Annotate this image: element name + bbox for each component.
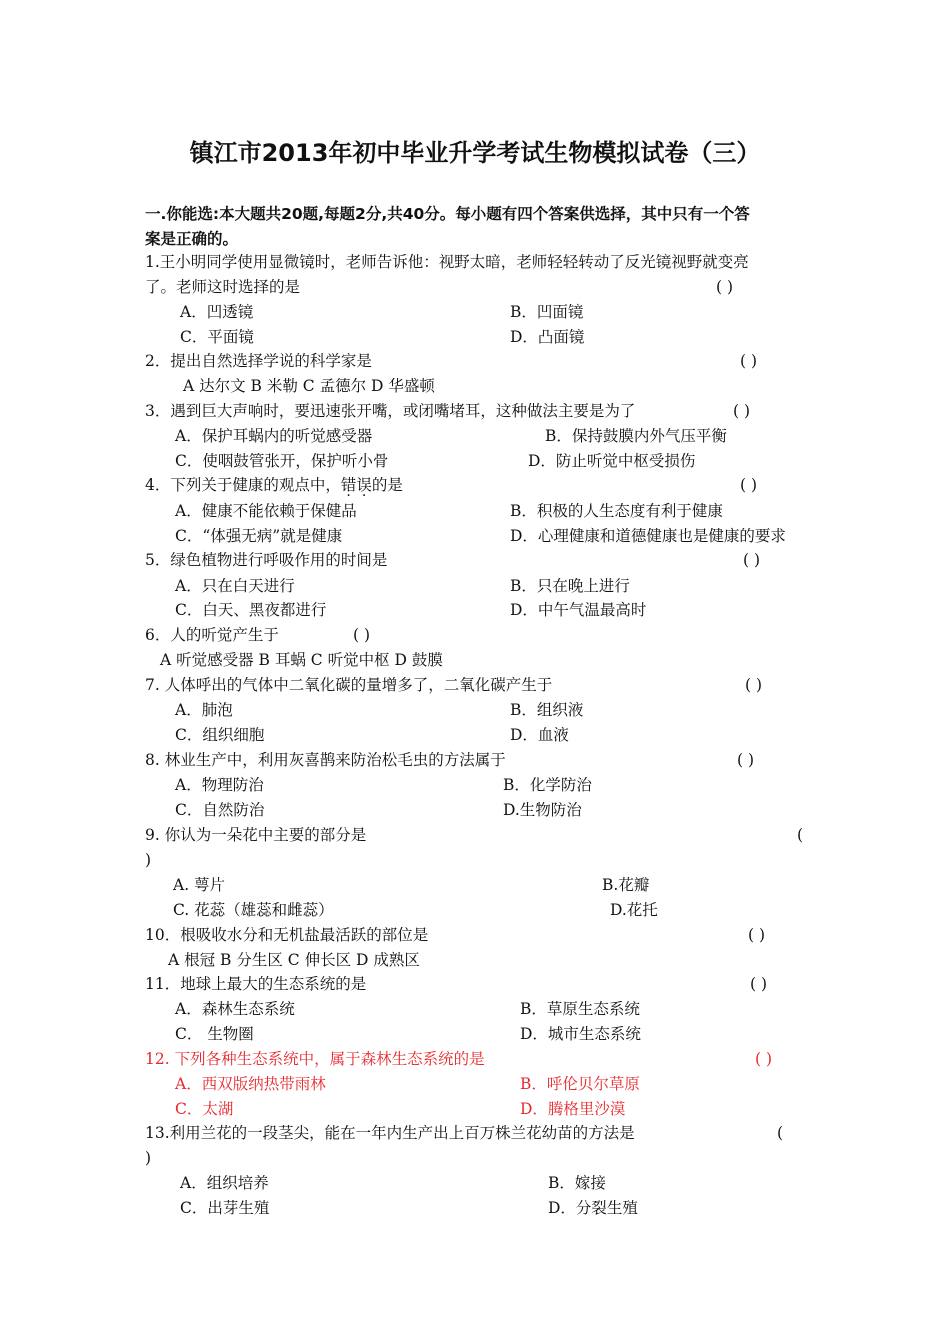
q1-option-b: B．凹面镜	[510, 303, 584, 321]
q8-stem: 8. 林业生产中，利用灰喜鹊来防治松毛虫的方法属于	[145, 751, 506, 769]
q11-answer-paren: ( )	[750, 975, 768, 993]
q1-option-c: C．平面镜	[180, 328, 254, 346]
section-heading-line1: 一.你能选:本大题共20题,每题2分,共40分。每小题有四个答案供选择，其中只有一个答	[145, 205, 750, 223]
q5-answer-paren: ( )	[743, 551, 761, 569]
q1-stem-line1: 1.王小明同学使用显微镜时，老师告诉他：视野太暗，老师轻轻转动了反光镜视野就变亮	[145, 253, 749, 271]
q12-stem: 12. 下列各种生态系统中，属于森林生态系统的是	[145, 1050, 485, 1068]
q13-stem: 13.利用兰花的一段茎尖，能在一年内生产出上百万株兰花幼苗的方法是	[145, 1124, 635, 1142]
q4-option-a: A．健康不能依赖于保健品	[175, 502, 357, 520]
q8-answer-paren: ( )	[737, 751, 755, 769]
q8-option-b: B．化学防治	[503, 776, 592, 794]
q11-option-c: C． 生物圈	[175, 1025, 254, 1043]
q9-option-b: B.花瓣	[602, 876, 650, 894]
q3-option-d: D．防止听觉中枢受损伤	[528, 452, 696, 470]
q6-options: A 听觉感受器 B 耳蜗 C 听觉中枢 D 鼓膜	[160, 651, 443, 669]
q13-option-c: C．出芽生殖	[180, 1199, 270, 1217]
q2-stem: 2．提出自然选择学说的科学家是	[145, 352, 372, 370]
q5-option-a: A．只在白天进行	[175, 577, 295, 595]
q9-option-a: A. 萼片	[173, 876, 226, 894]
q10-answer-paren: ( )	[748, 926, 766, 944]
q5-option-b: B．只在晚上进行	[510, 577, 630, 595]
q12-option-a: A．西双版纳热带雨林	[175, 1075, 326, 1093]
q2-answer-paren: ( )	[740, 352, 758, 370]
q8-option-a: A．物理防治	[175, 776, 264, 794]
q5-option-c: C．白天、黑夜都进行	[175, 601, 327, 619]
exam-title: 镇江市2013年初中毕业升学考试生物模拟试卷（三）	[189, 139, 761, 167]
q1-stem-line2: 了。老师这时选择的是	[145, 278, 301, 296]
q8-option-c: C．自然防治	[175, 801, 265, 819]
q3-option-b: B．保持鼓膜内外气压平衡	[545, 427, 727, 445]
q4-option-d: D．心理健康和道德健康也是健康的要求	[510, 527, 786, 545]
q5-option-d: D．中午气温最高时	[510, 601, 647, 619]
q12-answer-paren: ( )	[755, 1050, 773, 1068]
q12-option-d: D．腾格里沙漠	[520, 1100, 626, 1118]
q7-option-a: A．肺泡	[175, 701, 233, 719]
section-heading-line2: 案是正确的。	[145, 230, 239, 248]
q4-emphasis-char-1: 错	[340, 476, 357, 494]
q13-option-b: B．嫁接	[548, 1174, 606, 1192]
q7-option-d: D．血液	[510, 726, 569, 744]
q13-option-a: A．组织培养	[180, 1174, 269, 1192]
q9-stem: 9. 你认为一朵花中主要的部分是	[145, 826, 367, 844]
q2-options: A 达尔文 B 米勒 C 孟德尔 D 华盛顿	[183, 377, 435, 395]
q6-stem: 6．人的听觉产生于	[145, 626, 279, 644]
q4-stem-pre: 4．下列关于健康的观点中，	[145, 476, 341, 494]
q4-option-b: B．积极的人生态度有利于健康	[510, 502, 723, 520]
q11-stem: 11．地球上最大的生态系统的是	[145, 975, 367, 993]
q3-option-a: A．保护耳蜗内的听觉感受器	[175, 427, 373, 445]
q9-option-d: D.花托	[610, 901, 658, 919]
q12-option-c: C．太湖	[175, 1100, 234, 1118]
q6-answer-paren: ( )	[353, 626, 371, 644]
q3-option-c: C．使咽鼓管张开，保护听小骨	[175, 452, 389, 470]
q1-option-d: D．凸面镜	[510, 328, 585, 346]
q10-options: A 根冠 B 分生区 C 伸长区 D 成熟区	[168, 951, 420, 969]
q7-stem: 7. 人体呼出的气体中二氧化碳的量增多了，二氧化碳产生于	[145, 676, 553, 694]
q7-option-b: B．组织液	[510, 701, 584, 719]
q8-option-d: D.生物防治	[503, 801, 582, 819]
q4-emphasis-char-2: 误	[356, 476, 372, 494]
q9-paren-close: )	[145, 851, 152, 869]
q10-stem: 10．根吸收水分和无机盐最活跃的部位是	[145, 926, 429, 944]
q5-stem: 5．绿色植物进行呼吸作用的时间是	[145, 551, 388, 569]
q11-option-b: B．草原生态系统	[520, 1000, 640, 1018]
q3-answer-paren: ( )	[733, 402, 751, 420]
q7-answer-paren: ( )	[745, 676, 763, 694]
q9-option-c: C. 花蕊（雄蕊和雌蕊）	[173, 901, 334, 919]
q12-option-b: B．呼伦贝尔草原	[520, 1075, 640, 1093]
q9-paren-open: (	[797, 826, 804, 844]
q4-option-c: C．“体强无病”就是健康	[175, 527, 343, 545]
q3-stem: 3．遇到巨大声响时，要迅速张开嘴，或闭嘴堵耳，这种做法主要是为了	[145, 402, 636, 420]
q13-paren-close: )	[145, 1149, 152, 1167]
q7-option-c: C．组织细胞	[175, 726, 265, 744]
q13-paren-open: (	[777, 1124, 784, 1142]
q1-option-a: A．凹透镜	[180, 303, 254, 321]
q11-option-a: A．森林生态系统	[175, 1000, 295, 1018]
q13-option-d: D．分裂生殖	[548, 1199, 638, 1217]
q4-stem	[145, 475, 403, 495]
q1-answer-paren: ( )	[716, 278, 734, 296]
q11-option-d: D．城市生态系统	[520, 1025, 641, 1043]
q4-stem-post: 的是	[371, 476, 403, 494]
q4-answer-paren: ( )	[740, 476, 758, 494]
